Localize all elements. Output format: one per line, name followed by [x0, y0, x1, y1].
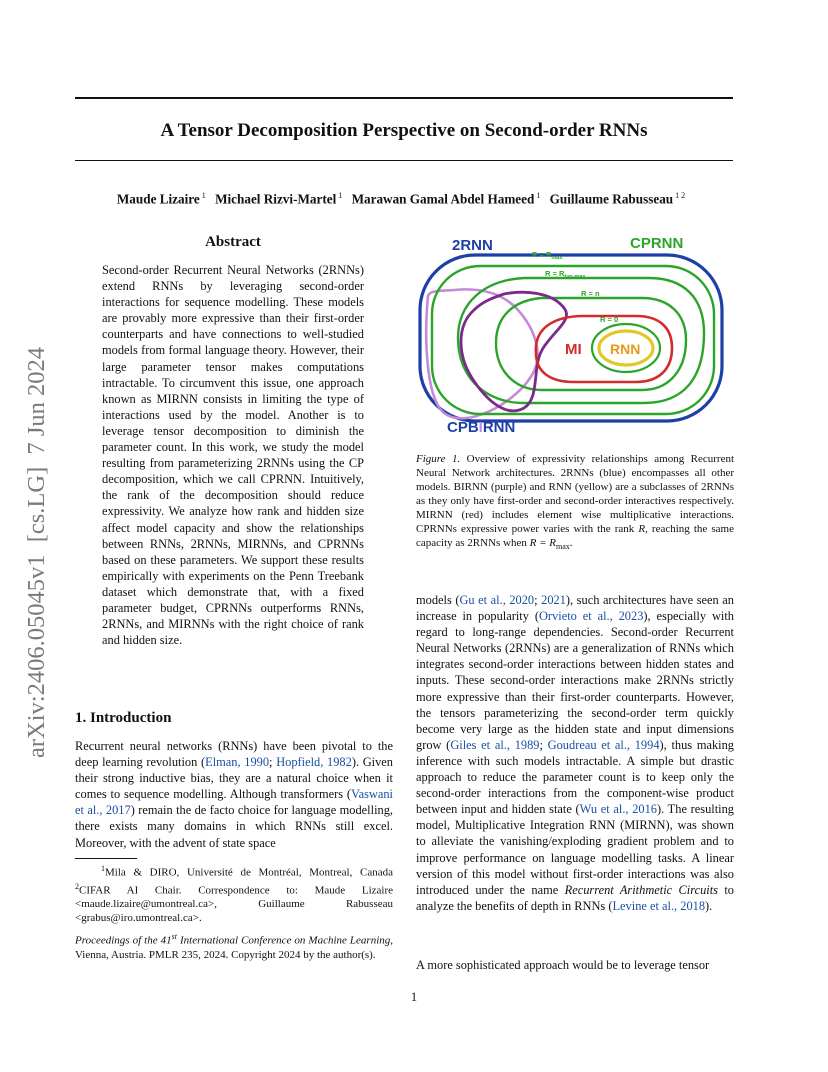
caption-sub: max	[556, 542, 570, 552]
label-cprnn: CPRNN	[630, 235, 684, 252]
expressivity-diagram	[414, 228, 734, 438]
page-number: 1	[410, 990, 418, 1004]
label-cpbirnn-part: I	[478, 419, 483, 436]
right-column-paragraph	[416, 592, 734, 914]
paper-title: A Tensor Decomposition Perspective on Second-order RNNs	[160, 120, 648, 141]
arxiv-stamp	[20, 292, 52, 758]
label-mi: MI	[565, 341, 582, 358]
label-cpbirnn-part: RNN	[482, 419, 516, 436]
author-list	[75, 191, 733, 207]
abstract-heading: Abstract	[205, 234, 261, 250]
body-text: models (	[416, 593, 460, 607]
author-affiliation: 1 2	[675, 191, 686, 200]
citation-link[interactable]: Orvieto et al., 2023	[538, 609, 644, 624]
footnote-mark: 2	[75, 881, 79, 891]
label-r-n: R = n	[581, 289, 600, 298]
label-r-typ-max-text: R = R	[545, 269, 565, 278]
citation-link[interactable]: Goudreau et al., 1994	[547, 737, 660, 752]
label-cpbirnn	[447, 419, 515, 436]
body-text: ), such architectures have seen an increase in popularity (	[416, 593, 734, 624]
citation-link[interactable]: Wu et al., 2016	[579, 802, 657, 817]
citation-link[interactable]: Hopfield, 1982	[276, 755, 352, 770]
proceedings-text: International Conference on Machine Learning	[176, 934, 391, 947]
label-r-max-sub: max	[551, 255, 563, 261]
label-2rnn: 2RNN	[452, 237, 493, 254]
footnote-rule	[75, 858, 137, 859]
author-name: Michael Rizvi-Martel	[215, 191, 337, 207]
label-r-max-text: R = R	[532, 250, 552, 259]
body-text: ).	[705, 898, 713, 913]
right-column-next-paragraph: A more sophisticated approach would be to leverage tensor	[416, 958, 710, 972]
label-r-0: R = 0	[600, 315, 619, 324]
region-birnn	[461, 292, 567, 411]
caption-var: R	[638, 523, 646, 535]
author-affiliation: 1	[536, 191, 541, 200]
body-text: ), thus making inference with such models intractable. A simple but drastic approach to reduce the parameter count is to keep only the second-order interactions from the component-wise product between input and hidden state (	[416, 737, 735, 817]
proceedings-text: , Vienna, Austria. PMLR 235, 2024. Copyright 2024 by the author(s).	[75, 934, 393, 961]
footnote-text: Mila & DIRO, Université de Montréal, Montreal, Canada	[105, 866, 393, 879]
citation-link[interactable]: Giles et al., 1989	[450, 737, 540, 752]
region-cpbirnn	[426, 289, 537, 418]
title-bottom-rule	[75, 160, 733, 161]
caption-label: Figure 1.	[416, 453, 461, 465]
figure-1	[414, 228, 734, 438]
author-affiliation: 1	[338, 191, 343, 200]
author-affiliation: 1	[201, 191, 206, 200]
conference-ordinal: 41	[160, 934, 172, 947]
footnote-text: CIFAR AI Chair. Correspondence to: Maude Lizaire <maude.lizaire@umontreal.ca>, Guillaume Rabusseau <grabus@iro.umontreal.ca>.	[75, 884, 393, 925]
affiliation-footnote	[75, 862, 393, 925]
top-rule	[75, 97, 733, 99]
caption-text: .	[569, 537, 573, 549]
section-heading-introduction: 1. Introduction	[75, 710, 172, 726]
label-rnn: RNN	[610, 341, 641, 357]
caption-text: , reaching the same capacity as 2RNNs when	[416, 523, 734, 549]
label-cpbirnn-part: CPB	[447, 419, 479, 436]
ordinal-suffix: st	[171, 932, 177, 941]
proceedings-text: Proceedings of the	[75, 934, 161, 947]
intro-text: ;	[269, 755, 277, 770]
abstract-text: Second-order Recurrent Neural Networks (2RNNs) extend RNNs by leveraging second-order interactions for sequence modelling. These models are provably more expressive than their first-order counterparts and have connections to well-studied models from formal language theory. However, their large parameter tensor makes computations intractable. To circumvent this issue, one approach known as MIRNN consists in limiting the type of interactions used by the model. Another is to leverage tensor decomposition to diminish the parameter count. In this work, we study the model resulting from parameterizing 2RNNs using the CP decomposition, which we call CPRNN. Intuitively, the rank of the decomposition should reduce expressivity. We analyze how rank and hidden size affect model capacity and show the relationships between RNNs, 2RNNs, MIRNNs, and CPRNNs based on these parameters. We support these results empirically with experiments on the Penn Treebank dataset which demonstrate that, with a fixed parameter budget, CPRNNs outperforms RNNs, 2RNNs, and MIRNNs with the right choice of rank and hidden size.	[102, 263, 364, 648]
intro-text: ). Given their strong inductive bias, they are a natural choice when it comes to sequence modelling. Although transformers (	[75, 755, 394, 802]
citation-link[interactable]: Gu et al., 2020	[459, 593, 535, 607]
intro-text: Recurrent neural networks (RNNs) have been pivotal to the deep learning revolution (	[75, 739, 393, 770]
citation-link[interactable]: Vaswani et al., 2017	[75, 787, 393, 818]
body-text: ). The resulting model, Multiplicative Integration RNN (MIRNN), was shown to alleviate the vanishing/exploding gradient problem and to improve performance on language modelling tasks. A linear version of this model without first-order interactions was also introduced under the name	[416, 802, 734, 897]
introduction-paragraph	[75, 738, 393, 851]
author-name: Guillaume Rabusseau	[549, 191, 674, 207]
body-text: to analyze the benefits of depth in RNNs (	[416, 882, 734, 913]
arxiv-stamp-text: arXiv:2406.05045v1 [cs.LG] 7 Jun 2024	[23, 346, 50, 758]
figure-caption	[416, 452, 734, 554]
body-emphasis: Recurrent Arithmetic Circuits	[564, 882, 718, 897]
footnote-mark: 1	[101, 864, 105, 873]
body-text: ;	[534, 593, 542, 607]
body-text: ;	[539, 737, 548, 752]
caption-text: Overview of expressivity relationships among Recurrent Neural Network architectures. 2RNNs (blue) encompasses all other models. BIRNN (purple) and RNN (yellow) are a subclasses of 2RNNs as they only have first-order and second-order interactives respectively. MIRNN (red) includes element wise multiplicative interactions. CPRNNs expressive power varies with the rank	[416, 453, 735, 535]
author-name: Maude Lizaire	[116, 191, 200, 207]
intro-text: ) remain the de facto choice for language modelling, there exists many domains in which RNNs still excel. Moreover, with the advent of state space	[75, 803, 394, 850]
citation-link[interactable]: Levine et al., 2018	[612, 898, 706, 913]
body-text: ), especially with regard to long-range dependencies. Second-order Recurrent Neural Networks (2RNNs) are a generalization of RNNs which integrates second-order interactions between hidden states and inputs. These second-order interactions make 2RNNs strictly more expressive than their first-order counterparts. However, the tensors parameterizing the second-order term quickly become very large as the hidden state and input dimensions grow (	[416, 609, 734, 752]
caption-equation: R = R	[529, 537, 557, 549]
label-r-typ-max-sub: typ-max	[564, 274, 586, 280]
label-r-max	[532, 250, 563, 261]
citation-link[interactable]: Elman, 1990	[205, 755, 270, 770]
proceedings-notice	[75, 930, 393, 962]
author-name: Marawan Gamal Abdel Hameed	[351, 191, 535, 207]
citation-link[interactable]: 2021	[541, 593, 566, 607]
